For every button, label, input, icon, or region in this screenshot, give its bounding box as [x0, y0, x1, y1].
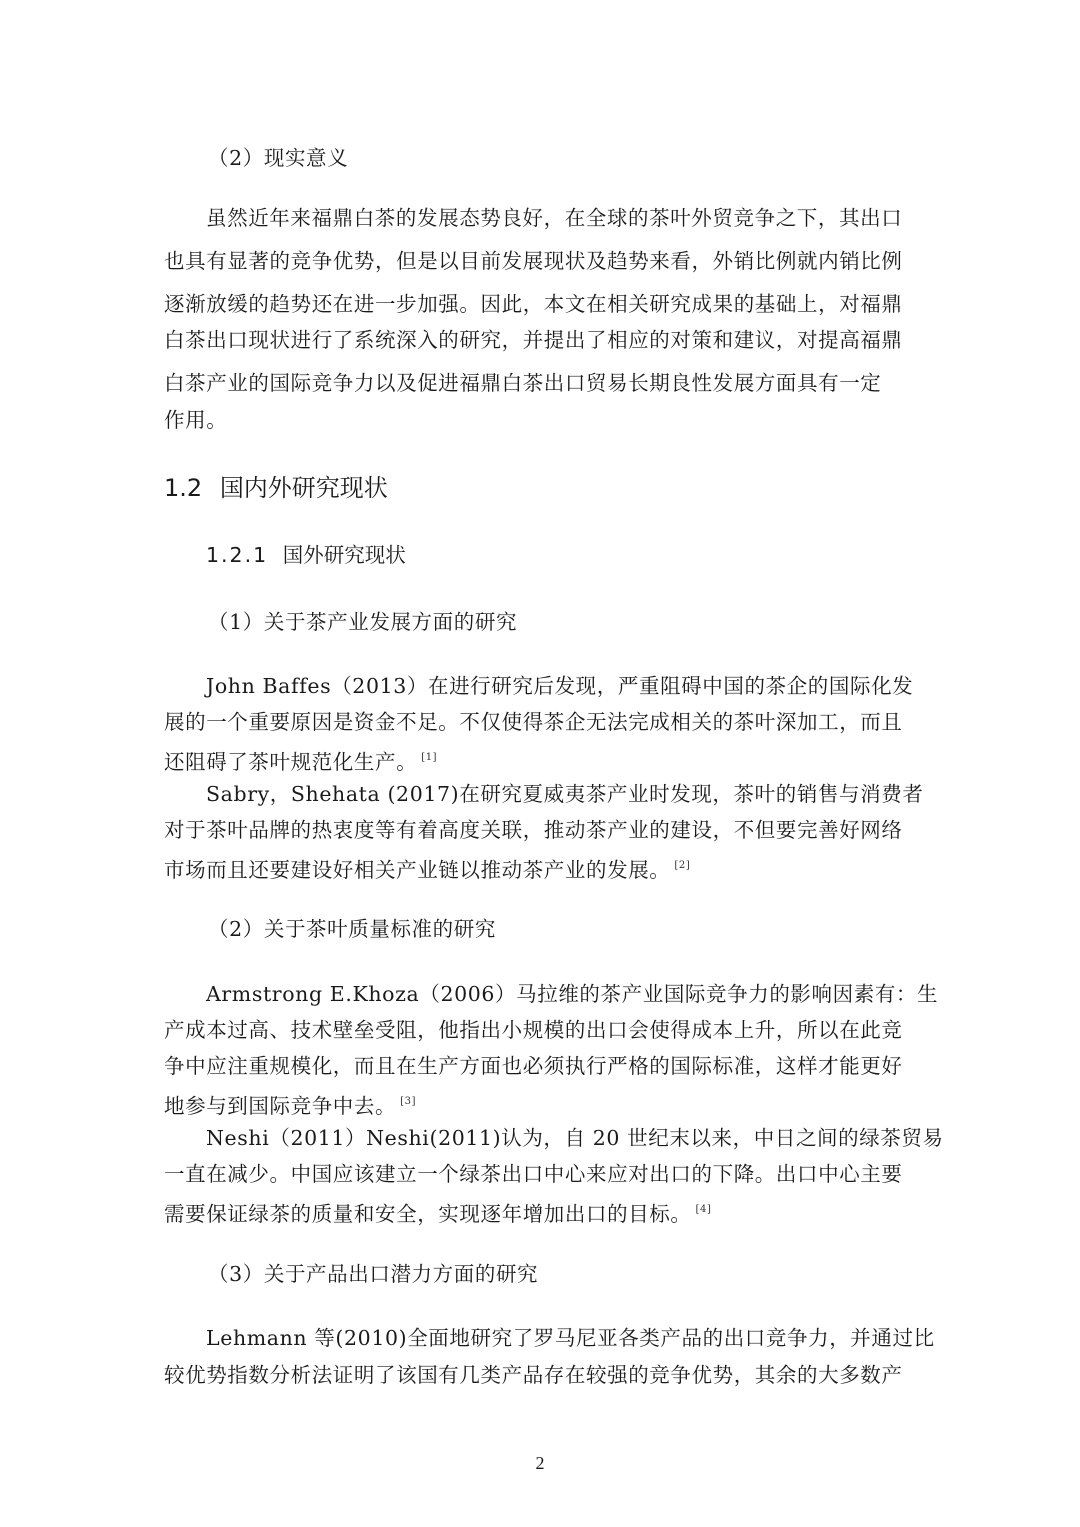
- subheading-topic-1: （1）关于茶产业发展方面的研究: [208, 610, 518, 634]
- paragraph-line: 较优势指数分析法证明了该国有几类产品存在较强的竞争优势，其余的大多数产: [164, 1363, 903, 1387]
- citation-ref: [1]: [421, 752, 438, 763]
- paragraph-line: 一直在减少。中国应该建立一个绿茶出口中心来应对出口的下降。出口中心主要: [164, 1162, 903, 1186]
- section-number: 1.2: [164, 474, 203, 502]
- paragraph-line: Lehmann 等(2010)全面地研究了罗马尼亚各类产品的出口竞争力，并通过比: [206, 1326, 935, 1350]
- subheading-topic-3: （3）关于产品出口潜力方面的研究: [208, 1262, 539, 1286]
- paragraph-line: [164, 1087, 924, 1121]
- subheading-realistic-significance: （2）现实意义: [208, 146, 349, 170]
- paragraph-line: Sabry，Shehata (2017)在研究夏威夷茶产业时发现，茶叶的销售与消费者: [206, 782, 924, 806]
- paragraph-text: 需要保证绿茶的质量和安全，实现逐年增加出口的目标。: [164, 1202, 692, 1226]
- paragraph-line: [164, 851, 924, 885]
- subsection-heading-1-2-1: [206, 540, 406, 570]
- paragraph-line: Armstrong E.Khoza（2006）马拉维的茶产业国际竞争力的影响因素有：生: [206, 982, 939, 1006]
- subsection-number: 1.2.1: [206, 543, 269, 567]
- paragraph-line: 对于茶叶品牌的热衷度等有着高度关联，推动茶产业的建设，不但要完善好网络: [164, 818, 903, 842]
- paragraph-line: 逐渐放缓的趋势还在进一步加强。因此，本文在相关研究成果的基础上，对福鼎: [164, 292, 903, 316]
- paragraph-line: 争中应注重规模化，而且在生产方面也必须执行严格的国际标准，这样才能更好: [164, 1054, 903, 1078]
- section-heading-1-2: [164, 471, 388, 505]
- paragraph-text: 市场而且还要建设好相关产业链以推动茶产业的发展。: [164, 858, 671, 882]
- citation-ref: [2]: [674, 860, 691, 871]
- paragraph-text: 地参与到国际竞争中去。: [164, 1094, 397, 1118]
- paragraph-line: John Baffes（2013）在进行研究后发现，严重阻碍中国的茶企的国际化发: [206, 674, 914, 698]
- paragraph-line: 虽然近年来福鼎白茶的发展态势良好，在全球的茶叶外贸竞争之下，其出口: [206, 206, 903, 230]
- section-title: 国内外研究现状: [219, 474, 388, 502]
- citation-ref: [3]: [400, 1096, 417, 1107]
- page-number: 2: [535, 1453, 545, 1473]
- paragraph-line: 也具有显著的竞争优势，但是以目前发展现状及趋势来看，外销比例就内销比例: [164, 249, 903, 273]
- paragraph-line: 白茶产业的国际竞争力以及促进福鼎白茶出口贸易长期良性发展方面具有一定: [164, 371, 882, 395]
- subheading-topic-2: （2）关于茶叶质量标准的研究: [208, 917, 496, 941]
- citation-ref: [4]: [695, 1204, 712, 1215]
- paragraph-line: 白茶出口现状进行了系统深入的研究，并提出了相应的对策和建议，对提高福鼎: [164, 328, 903, 352]
- paragraph-line: 展的一个重要原因是资金不足。不仅使得茶企无法完成相关的茶叶深加工，而且: [164, 710, 903, 734]
- paragraph-line: [164, 1195, 924, 1229]
- paragraph-line: 作用。: [164, 408, 228, 432]
- paragraph-text: 还阻碍了茶叶规范化生产。: [164, 750, 418, 774]
- paragraph-line: [164, 743, 924, 777]
- subsection-title: 国外研究现状: [282, 543, 406, 567]
- paragraph-line: 产成本过高、技术壁垒受阻，他指出小规模的出口会使得成本上升，所以在此竞: [164, 1018, 903, 1042]
- paragraph-line: Neshi（2011）Neshi(2011)认为，自 20 世纪末以来，中日之间的绿茶贸易: [206, 1126, 944, 1150]
